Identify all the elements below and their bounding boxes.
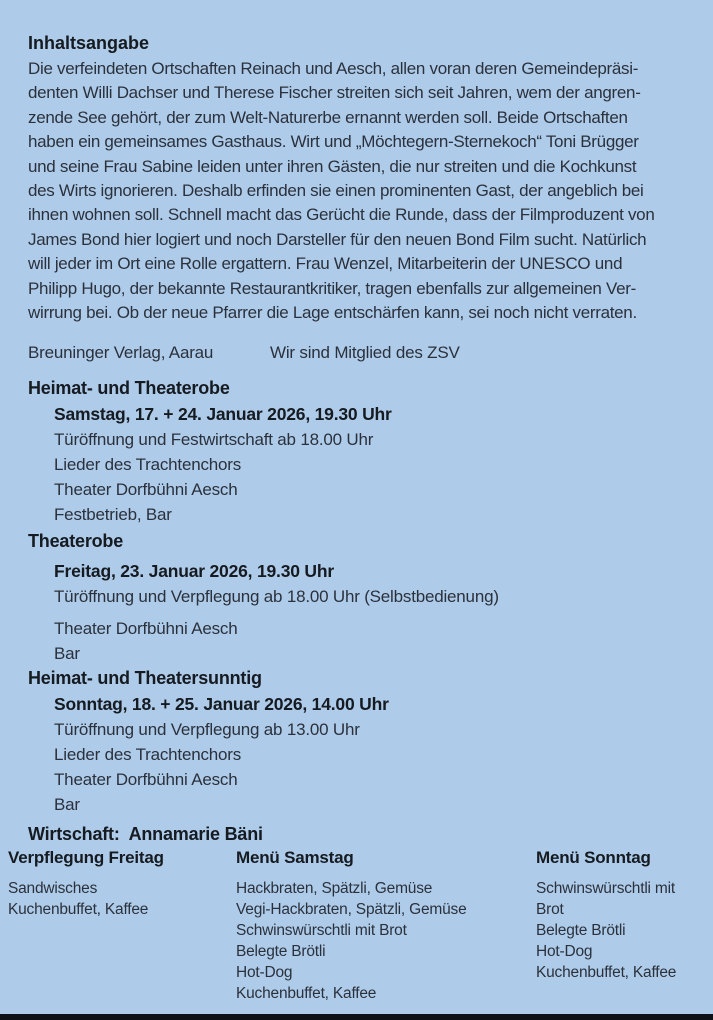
publisher-row <box>28 341 693 365</box>
synopsis-line: des Wirts ignorieren. Deshalb erfinden sie einen prominenten Gast, der angeblich bei <box>28 181 644 201</box>
membership-note: Wir sind Mitglied des ZSV <box>270 343 460 363</box>
bottom-border-bar <box>0 1014 713 1020</box>
event-detail: Bar <box>54 644 80 664</box>
menu-item: Kuchenbuffet, Kaffee <box>236 985 377 1002</box>
event-detail: Türöffnung und Verpflegung ab 13.00 Uhr <box>54 720 360 740</box>
menu-title: Menü Sonntag <box>536 848 651 867</box>
menu-column-sunday <box>536 846 696 983</box>
menu-column-saturday <box>236 846 521 1004</box>
synopsis-line: James Bond hier logiert und noch Darsteller für den neuen Bond Film sucht. Natürlich <box>28 229 647 249</box>
menu-item: Hot-Dog <box>236 964 293 981</box>
event-detail: Bar <box>54 795 80 815</box>
event-theaterobe <box>28 529 693 666</box>
synopsis-line: zende See gehört, der zum Welt-Naturerbe ernannt werden soll. Beide Ortschaften <box>28 107 628 127</box>
wirtschaft-line: Wirtschaft: Annamarie Bäni <box>28 824 263 845</box>
menu-item: Schwinswürschtli mit Brot <box>236 922 407 939</box>
events-section <box>28 376 693 817</box>
menu-item: Belegte Brötli <box>236 943 326 960</box>
event-detail: Festbetrieb, Bar <box>54 505 172 525</box>
synopsis-line: haben ein gemeinsames Gasthaus. Wirt und „Möchtegern-Sternekoch“ Toni Brügger <box>28 132 639 152</box>
event-title: Heimat- und Theatersunntig <box>28 668 262 689</box>
event-date: Samstag, 17. + 24. Januar 2026, 19.30 Uhr <box>54 404 392 425</box>
menu-item: Belegte Brötli <box>536 922 626 939</box>
synopsis-line: denten Willi Dachser und Therese Fischer streiten sich seit Jahren, wem der angren- <box>28 83 641 103</box>
synopsis-line: wirrung bei. Ob der neue Pfarrer die Lage entschärfen kann, sei noch nicht verraten. <box>28 303 637 323</box>
menu-item: Hackbraten, Spätzli, Gemüse <box>236 880 433 897</box>
menu-item: Kuchenbuffet, Kaffee <box>8 901 149 918</box>
event-detail: Theater Dorfbühni Aesch <box>54 480 238 500</box>
synopsis-paragraph <box>28 57 693 325</box>
synopsis-heading: Inhaltsangabe <box>28 33 150 53</box>
event-date: Sonntag, 18. + 25. Januar 2026, 14.00 Uhr <box>54 694 389 715</box>
menu-title: Menü Samstag <box>236 848 354 867</box>
menu-item: Sandwisches <box>8 880 98 897</box>
event-date: Freitag, 23. Januar 2026, 19.30 Uhr <box>54 561 334 582</box>
publisher-name: Breuninger Verlag, Aarau <box>28 343 214 363</box>
event-detail: Türöffnung und Festwirtschaft ab 18.00 Uhr <box>54 430 374 450</box>
event-title: Theaterobe <box>28 531 124 552</box>
synopsis-line: ihnen wohnen soll. Schnell macht das Gerücht die Runde, dass der Filmproduzent von <box>28 205 655 225</box>
synopsis-line: Die verfeindeten Ortschaften Reinach und Aesch, allen voran deren Gemeindepräsi- <box>28 59 639 78</box>
menu-title: Verpflegung Freitag <box>8 848 164 867</box>
menu-item: Hot-Dog <box>536 943 593 960</box>
synopsis-line: und seine Frau Sabine leiden unter ihren Gästen, die nur streiten und die Kochkunst <box>28 156 637 176</box>
event-heimat-theaterobe <box>28 376 693 527</box>
event-heimat-theatersunntig <box>28 666 693 817</box>
event-detail: Theater Dorfbühni Aesch <box>54 770 238 790</box>
menu-column-friday <box>8 846 218 920</box>
synopsis-line: Philipp Hugo, der bekannte Restaurantkritiker, tragen ebenfalls zur allgemeinen Ver- <box>28 278 636 298</box>
event-detail: Lieder des Trachtenchors <box>54 745 242 765</box>
menu-item: Kuchenbuffet, Kaffee <box>536 964 677 981</box>
synopsis-line: will jeder im Ort eine Rolle ergattern. Frau Wenzel, Mitarbeiterin der UNESCO und <box>28 254 623 274</box>
event-detail: Theater Dorfbühni Aesch <box>54 619 238 639</box>
event-detail: Türöffnung und Verpflegung ab 18.00 Uhr (Selbstbedienung) <box>54 587 499 607</box>
menu-item: Schwinswürschtli mit Brot <box>536 880 675 918</box>
event-detail: Lieder des Trachtenchors <box>54 455 242 475</box>
event-title: Heimat- und Theaterobe <box>28 378 230 399</box>
synopsis-section <box>28 31 693 325</box>
menu-item: Vegi-Hackbraten, Spätzli, Gemüse <box>236 901 467 918</box>
